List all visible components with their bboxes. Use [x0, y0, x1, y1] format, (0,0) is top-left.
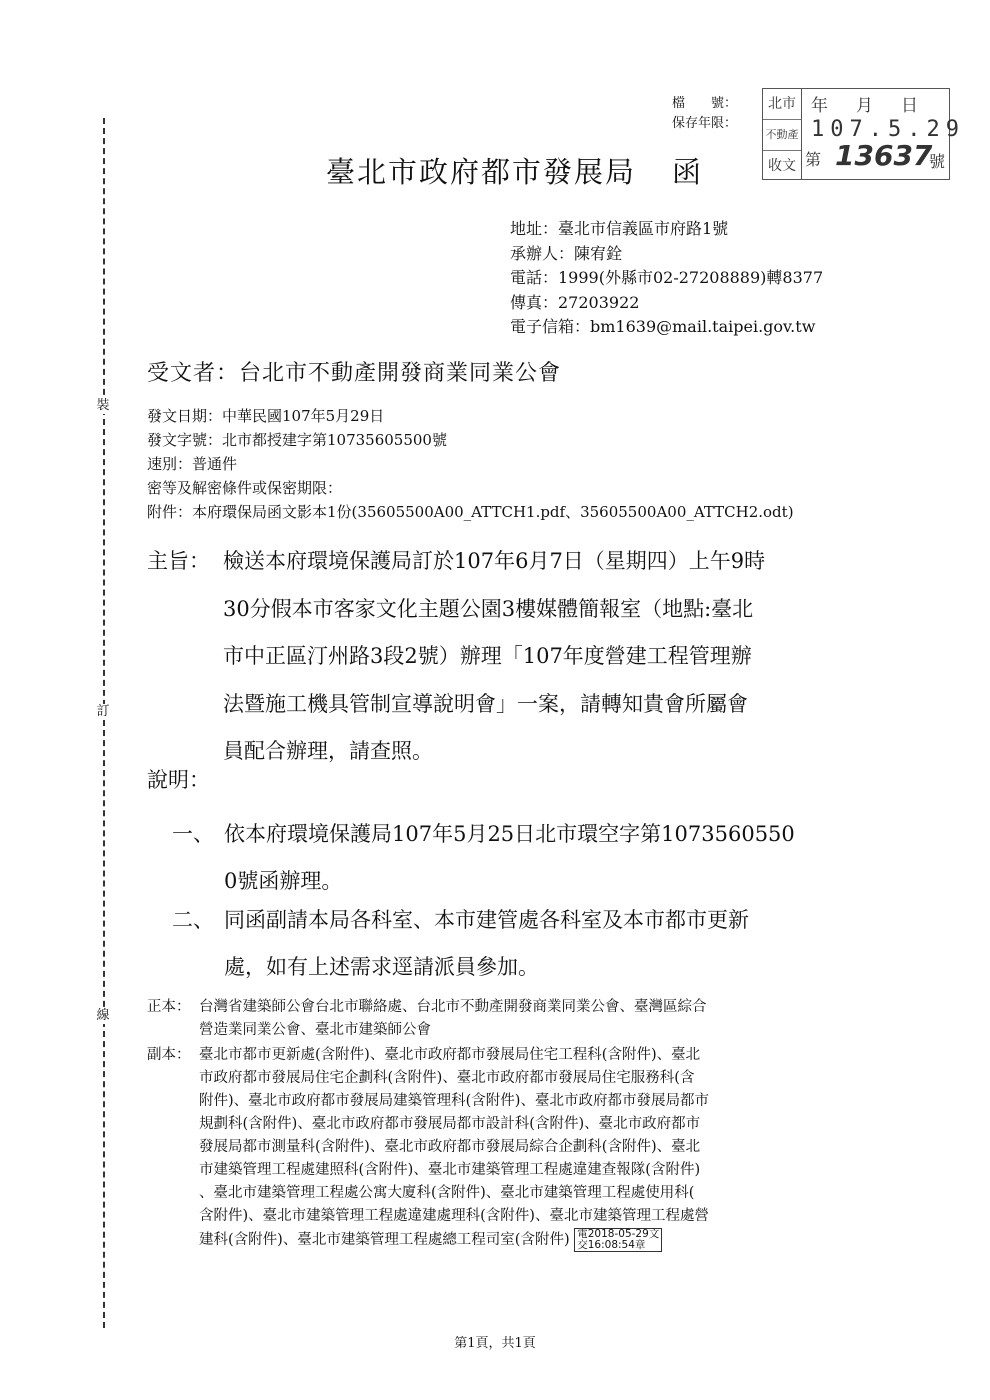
- contact-block: [510, 217, 823, 340]
- recipient: 受文者：台北市不動產開發商業同業公會: [147, 361, 562, 386]
- distribution-line: 台灣省建築師公會台北市聯絡處、台北市不動產開發商業同業公會、臺灣區綜合: [199, 999, 707, 1015]
- security-level: 密等及解密條件或保密期限：: [147, 479, 343, 497]
- page-number: 第1頁，共1頁: [454, 1336, 536, 1351]
- email: 電子信箱：bm1639@mail.taipei.gov.tw: [510, 317, 816, 336]
- fax: 傳真：27203922: [510, 292, 640, 312]
- stamp-di: 第: [805, 150, 822, 169]
- distribution-line-text: 建科(含附件)、臺北市建築管理工程處總工程司室(含附件): [199, 1232, 570, 1248]
- stamp-label-received: 收文: [768, 158, 796, 174]
- subject-line: 30分假本市客家文化主題公園3樓媒體簡報室（地點:臺北: [223, 596, 754, 621]
- carbon-copy-label: 副本：: [147, 1047, 191, 1063]
- subject-line: 員配合辦理，請查照。: [223, 739, 433, 763]
- explanation-label: 說明：: [147, 768, 210, 792]
- carbon-copy-text: [199, 1044, 874, 1252]
- document-title: [326, 150, 703, 191]
- stamp-ymd: 年月日: [811, 96, 946, 116]
- carbon-copy-section: [147, 1044, 877, 1252]
- item-number: 二、: [172, 908, 214, 932]
- stamp-hao: 號: [928, 152, 945, 171]
- binding-mark-ding: 訂: [88, 704, 118, 720]
- stamp-number: 13637: [835, 139, 933, 172]
- distribution-line: 、臺北市建築管理工程處公寓大廈科(含附件)、臺北市建築管理工程處使用科(: [199, 1185, 695, 1201]
- subject-text: [223, 538, 863, 776]
- distribution-line: 附件)、臺北市政府都市發展局建築管理科(含附件)、臺北市政府都市發展局都市: [199, 1093, 709, 1109]
- retention-label: 保存年限：: [672, 116, 738, 131]
- subject-label: 主旨：: [147, 549, 210, 573]
- original-copy-text: [199, 996, 874, 1042]
- distribution-line: 營造業同業公會、臺北市建築師公會: [199, 1022, 431, 1038]
- distribution-line: 市政府都市發展局住宅企劃科(含附件)、臺北市政府都市發展局住宅服務科(含: [199, 1070, 695, 1086]
- explanation-item: [172, 811, 872, 905]
- binding-mark-xian: 線: [88, 1008, 118, 1024]
- handler: 承辦人：陳宥銓: [510, 243, 623, 263]
- distribution-line: 臺北市都市更新處(含附件)、臺北市政府都市發展局住宅工程科(含附件)、臺北: [199, 1047, 701, 1063]
- subject-line: 檢送本府環境保護局訂於107年6月7日（星期四）上午9時: [223, 549, 766, 573]
- original-copy-label: 正本：: [147, 999, 191, 1015]
- explanation-item: [172, 897, 872, 991]
- distribution-line: [199, 1228, 874, 1252]
- issuing-organization: 臺北市政府都市發展局: [326, 155, 637, 189]
- binding-mark-zhuang: 裝: [88, 398, 118, 414]
- stamp-column: [763, 89, 802, 179]
- stamp-label-org: 不動產: [763, 120, 801, 151]
- subject-line: 法暨施工機具管制宣導說明會」一案，請轉知貴會所屬會: [223, 691, 748, 716]
- original-copy-section: [147, 996, 877, 1042]
- attachment: 附件：本府環保局函文影本1份(35605500A00_ATTCH1.pdf、35605500A00_ATTCH2.odt): [147, 503, 794, 521]
- subject-section: [147, 538, 867, 776]
- item-text: [224, 811, 864, 905]
- electronic-exchange-stamp: [574, 1228, 662, 1252]
- archive-number-label: 檔 號：: [672, 96, 738, 111]
- distribution-line: 含附件)、臺北市建築管理工程處違建處理科(含附件)、臺北市建築管理工程處營: [199, 1208, 709, 1224]
- file-info: [672, 94, 737, 134]
- etime-bottom: 交16:08:54章: [577, 1239, 646, 1251]
- distribution-line: 規劃科(含附件)、臺北市政府都市發展局都市設計科(含附件)、臺北市政府都市: [199, 1116, 701, 1132]
- document-meta: [147, 404, 794, 524]
- item-line: 處，如有上述需求逕請派員參加。: [224, 955, 539, 979]
- issue-date: 發文日期：中華民國107年5月29日: [147, 407, 385, 425]
- stamp-date: 107.5.29: [811, 117, 965, 142]
- item-text: [224, 897, 864, 991]
- doc-number: 發文字號：北市都授建字第10735605500號: [147, 431, 447, 449]
- speed: 速別：普通件: [147, 455, 238, 473]
- item-line: 0號函辦理。: [224, 869, 343, 893]
- receipt-stamp: [762, 88, 965, 180]
- item-number: 一、: [172, 822, 214, 846]
- distribution-line: 發展局都市測量科(含附件)、臺北市政府都市發展局綜合企劃科(含附件)、臺北: [199, 1139, 701, 1155]
- subject-line: 市中正區汀州路3段2號）辦理「107年度營建工程管理辦: [223, 644, 752, 668]
- stamp-label-city: 北市: [763, 89, 801, 120]
- phone: 電話：1999(外縣市02-27208889)轉8377: [510, 268, 824, 287]
- distribution-line: 市建築管理工程處建照科(含附件)、臺北市建築管理工程處違建查報隊(含附件): [199, 1162, 701, 1178]
- etime-top: 電2018-05-29文: [577, 1228, 660, 1240]
- binding-line: [103, 118, 105, 1328]
- address: 地址：臺北市信義區市府路1號: [510, 219, 729, 238]
- document-type: 函: [672, 155, 704, 189]
- item-line: 同函副請本局各科室、本市建管處各科室及本市都市更新: [224, 908, 749, 932]
- item-line: 依本府環境保護局107年5月25日北市環空字第1073560550: [224, 822, 795, 846]
